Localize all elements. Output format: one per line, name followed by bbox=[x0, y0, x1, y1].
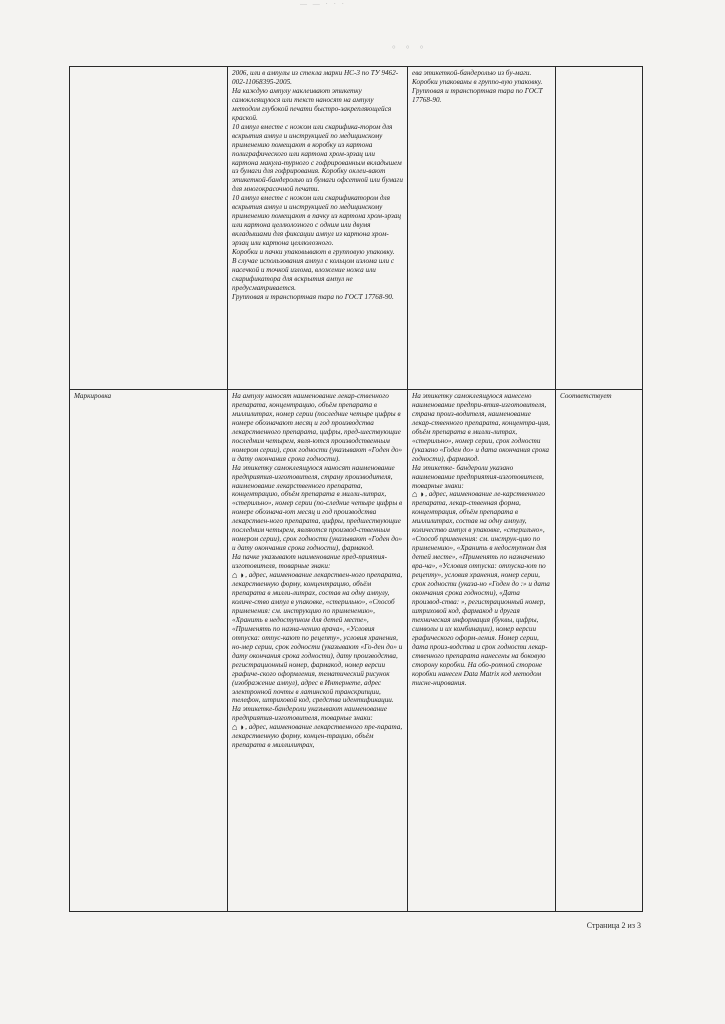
table-row bbox=[70, 390, 643, 912]
req-para: На этикетке-бандероли указывают наименование предприятия-изготовителя, товарные знаки: bbox=[232, 705, 387, 723]
act-para: На этикетку самоклеящуюся нанесено наименование предпри-ятия-изготовителя, страна произ-водителя, наименование лекар-ственного препарата, концентра-ция, объём препарата в милли-литрах, «стерильно», номер серии, срок годности (указано «Годен до» и дата окончания срока годности), фармакод. bbox=[412, 392, 550, 463]
req-para: Коробки и пачки упаковывают в групповую упаковку. bbox=[232, 248, 395, 257]
act-text: адрес, наименование ле-карственного препарата, лекар-ственная форма, концентрация, объём препарата в миллилитрах, состав на одну ампулу, количество ампул в упаковке, «стерильно», «Способ применения: см. инструк-цию по применению», «Хранить в недоступном для детей месте», «Применять по назначению вра-ча», «Условия отпуска: отпуска-ют по рецепту», условия хранения, номер серии, срок годности (указа-но «Годен до :» и дата окончания срока годности), «Дата производ-ства: », регистрационный номер, штриховой код, фармакод и другая техническая информация (буквы, цифры, символы и их комбинации), номер версии графического оформ-ления. Номер серии, дата произ-водства и срок годности лекар-ственного препарата нанесены на боковую сторону коробки. На обо-ротной стороне коробки нанесен Data Matrix код методом тисне-нирования. bbox=[412, 490, 550, 687]
page-number: Страница 2 из 3 bbox=[586, 921, 641, 930]
req-para-with-icons: ⌂ ◗, адрес, наименование лекарствен-ного препарата, лекарственную форму, концентрацию, объём препарата в милли-литрах, состав на одну ампулу, количе-ство ампул в упаковке, «стерильно», «Способ применения: см. инструкцию по применению», «Хранить в недоступном для детей месте», «Применять по назна-чению врача», «Условия отпуска: отпус-кают по рецепту», условия хранения, но-мер серии, срок годности (указывают «Го-ден до» и дату окончания срока годности), дату производства, регистрационный номер, фармакод, номер версии графиче-ского оформления, тематический рисунок (изображение ампул), адрес в Интернете, адрес электронной почты в латинской транскрипции, телефон, штриховой код, средства идентификации. bbox=[232, 570, 403, 705]
req-para: В случае использования ампул с кольцом излома или с насечкой и точкой излома, вложение ножа или скарификатора для вскрытия ампул не предусматривается. bbox=[232, 257, 395, 292]
req-text: адрес, наименование лекарственного пре-парата, лекарственную форму, концен-трацию, объём препарата в миллилитрах, bbox=[232, 723, 403, 750]
row2-requirement bbox=[228, 390, 408, 912]
trademark-icon: ⌂ ◗ bbox=[412, 489, 426, 500]
act-para: ева этикеткой-бандеролью из бу-маги. Коробки упакованы в группо-вую упаковку. bbox=[412, 69, 543, 86]
row2-verdict: Соответствует bbox=[556, 390, 643, 912]
row1-actual bbox=[408, 67, 556, 390]
req-para: 10 ампул вместе с ножом или скарифика-тором для вскрытия ампул и инструкцией по медицинскому применению помещают в коробку из картона полиграфического или картона хром-эрзац или картона макула-турного с гофрированным вкладышем из бумаги для гофрирования. Коробку оклеи-вают этикеткой-бандеролью из бумаги офсетной или бумаги для многокрасочной печати. bbox=[232, 122, 403, 194]
specification-table bbox=[69, 66, 643, 912]
req-para-with-icons: ⌂ ◗, адрес, наименование лекарственного пре-парата, лекарственную форму, концен-трацию, объём препарата в миллилитрах, bbox=[232, 722, 403, 750]
row1-label bbox=[70, 67, 228, 390]
table-row bbox=[70, 67, 643, 390]
req-para: На пачке указывают наименование пред-приятия-изготовителя, товарные знаки: bbox=[232, 553, 388, 571]
row1-requirement bbox=[228, 67, 408, 390]
act-para-with-icons: ⌂ ◗, адрес, наименование ле-карственного препарата, лекар-ственная форма, концентрация, объём препарата в миллилитрах, состав на одну ампулу, количество ампул в упаковке, «стерильно», «Способ применения: см. инструк-цию по применению», «Хранить в недоступном для детей месте», «Применять по назначению вра-ча», «Условия отпуска: отпуска-ют по рецепту», условия хранения, номер серии, срок годности (указа-но «Годен до :» и дата окончания срока годности), «Дата производ-ства: », регистрационный номер, штриховой код, фармакод и другая техническая информация (буквы, цифры, символы и их комбинации), номер версии графического оформ-ления. Номер серии, дата произ-водства и срок годности лекар-ственного препарата нанесены на боковую сторону коробки. На обо-ротной стороне коробки нанесен Data Matrix код методом тисне-нирования. bbox=[412, 489, 550, 687]
req-para: 2006, или в ампулы из стекла марки НС-3 по ТУ 9462-002-11068395-2005. bbox=[232, 69, 399, 86]
act-para: На этикетке- бандероли указано наименование предприятия-изготовителя, товарные знаки: bbox=[412, 463, 544, 490]
row2-label: Маркировка bbox=[70, 390, 228, 912]
trademark-icon: ⌂ ◗ bbox=[232, 570, 246, 581]
row2-actual bbox=[408, 390, 556, 912]
row1-verdict bbox=[556, 67, 643, 390]
req-para: На ампулу наносят наименование лекар-ственного препарата, концентрацию, объём препарата в миллилитрах, номер серии (последние четыре цифры в номере обозначают месяц и год производства лекарственного препарата, цифры, пред-шествующие последним четырем, явля-ются производственным номером серии), срок годности (указывают «Годен до» и дату окончания срока годности). bbox=[232, 392, 403, 463]
trademark-icon: ⌂ ◗ bbox=[232, 722, 246, 733]
faint-marks: ° ° ° bbox=[392, 44, 428, 54]
act-para: Групповая и транспортная тара по ГОСТ 17768-90. bbox=[412, 86, 543, 104]
req-para: 10 ампул вместе с ножом или скарификатором для вскрытия ампул и инструкцией по медицинскому применению помещают в пачку из картона хром-эрзац или картона целлюлозного с одним или двумя вкладышами для фиксации ампул из картона хром-эрзац или картона целлюлозного. bbox=[232, 194, 402, 248]
faint-header: — — · · · bbox=[300, 0, 346, 8]
req-para: Групповая и транспортная тара по ГОСТ 17768-90. bbox=[232, 292, 394, 301]
req-text: адрес, наименование лекарствен-ного препарата, лекарственную форму, концентрацию, объём препарата в милли-литрах, состав на одну ампулу, количе-ство ампул в упаковке, «стерильно», «Способ применения: см. инструкцию по применению», «Хранить в недоступном для детей месте», «Применять по назна-чению врача», «Условия отпуска: отпус-кают по рецепту», условия хранения, но-мер серии, срок годности (указывают «Го-ден до» и дату окончания срока годности), дату производства, регистрационный номер, фармакод, номер версии графиче-ского оформления, тематический рисунок (изображение ампул), адрес в Интернете, адрес электронной почты в латинской транскрипции, телефон, штриховой код, средства идентификации. bbox=[232, 571, 403, 705]
req-para: На каждую ампулу наклеивают этикетку самоклеящуюся или текст наносят на ампулу методом глубокой печати быстро-закрепляющейся краской. bbox=[232, 86, 392, 122]
req-para: На этикетку самоклеящуюся наносят наименование предприятия-изготовителя, страну производителя, наименование лекарственного препарата, концентрацию, объём препарата в милли-литрах, «стерильно», номер серии (по-следние четыре цифры в номере обозначa-ют месяц и год производства лекарствен-ного препарата, цифры, предшествующие последним четырем, являются производ-ственным номером серии), срок годности (указывают «Годен до» и дату окончания срока годности), фармакод. bbox=[232, 463, 403, 553]
